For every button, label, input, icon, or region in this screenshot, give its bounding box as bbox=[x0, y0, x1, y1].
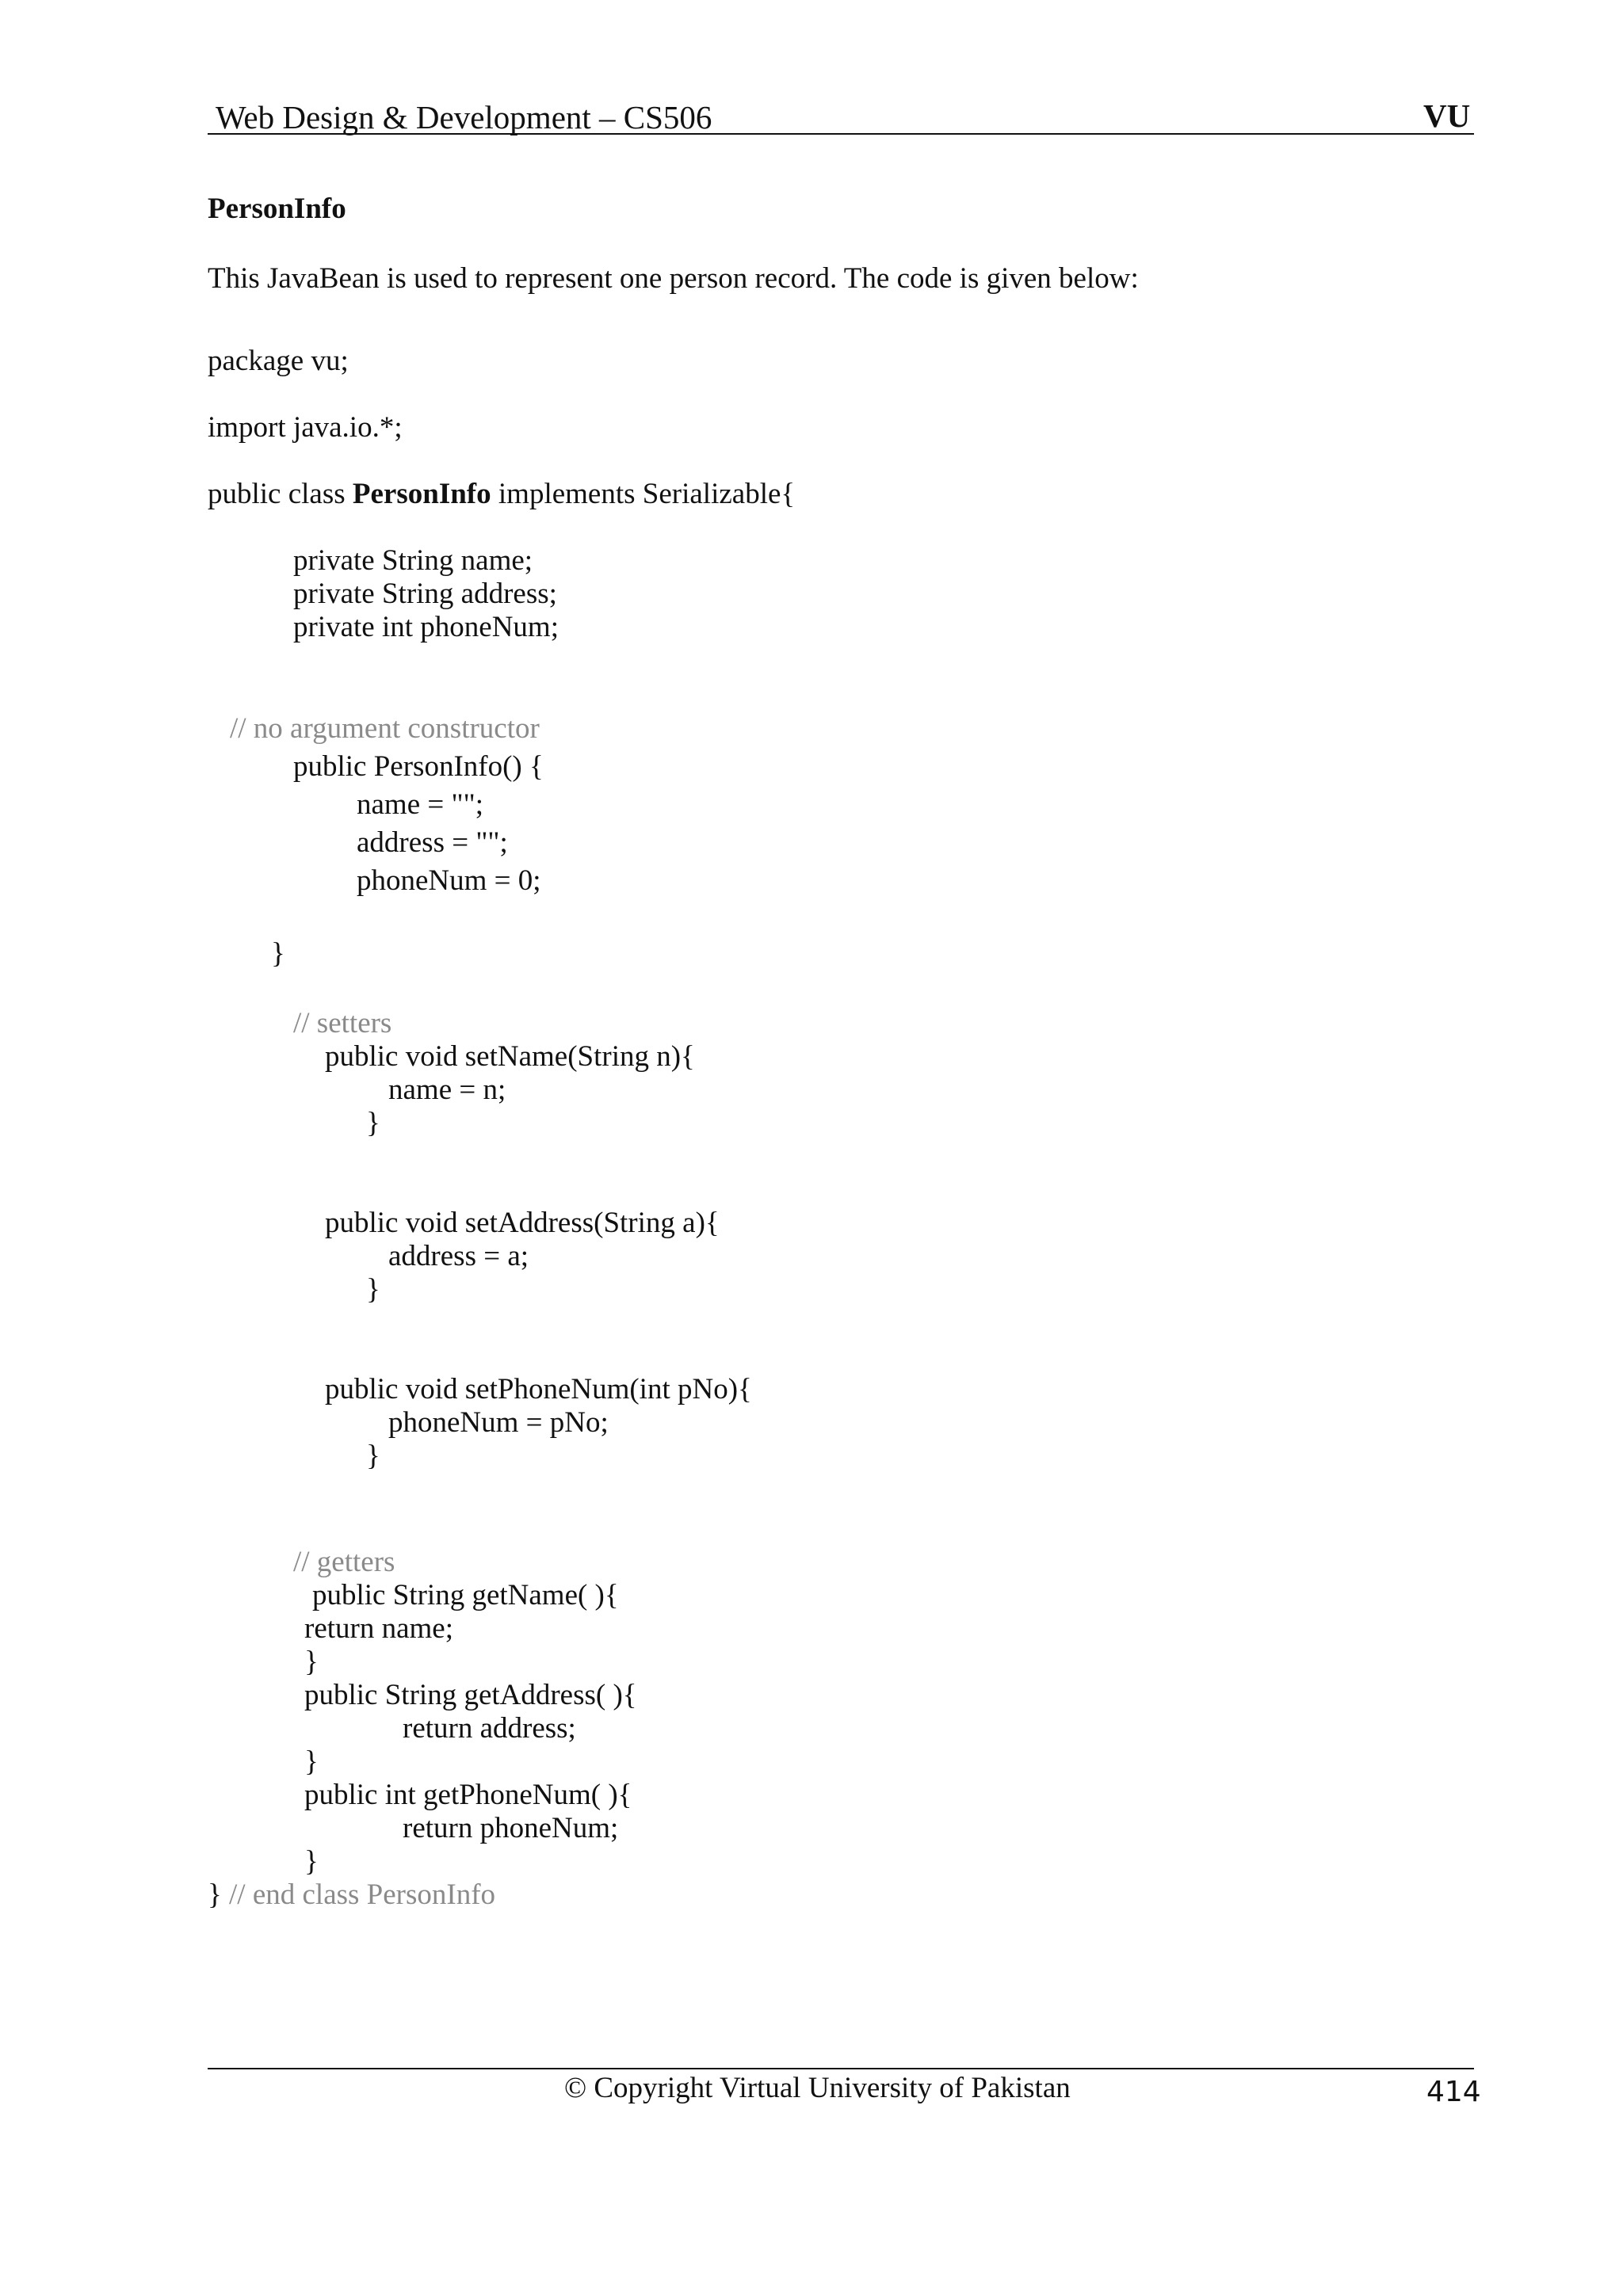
code-line-set-phone-close: } bbox=[366, 1440, 380, 1472]
code-line-field-phone: private int phoneNum; bbox=[293, 611, 559, 643]
code-line-get-name-sig: public String getName( ){ bbox=[312, 1579, 619, 1611]
page-number: 414 bbox=[1426, 2076, 1481, 2108]
code-line-ctor-name: name = ""; bbox=[357, 788, 483, 821]
code-line-get-address-close: } bbox=[304, 1745, 319, 1778]
code-line-set-phone-sig: public void setPhoneNum(int pNo){ bbox=[325, 1373, 752, 1405]
code-line-set-phone-body: phoneNum = pNo; bbox=[388, 1406, 609, 1439]
code-line-ctor-close: } bbox=[271, 937, 285, 970]
code-comment-getters: // getters bbox=[293, 1546, 395, 1578]
code-line-get-phone-sig: public int getPhoneNum( ){ bbox=[304, 1779, 632, 1811]
code-line-class-close bbox=[208, 1878, 495, 1912]
document-header-title: Web Design & Development – CS506 bbox=[216, 99, 712, 135]
code-line-import: import java.io.*; bbox=[208, 411, 403, 444]
code-line-get-phone-close: } bbox=[304, 1845, 319, 1878]
code-comment-setters: // setters bbox=[293, 1007, 392, 1039]
code-line-class-decl bbox=[208, 477, 795, 511]
code-line-get-address-body: return address; bbox=[403, 1712, 576, 1745]
header-rule bbox=[208, 133, 1474, 135]
code-line-field-address: private String address; bbox=[293, 578, 557, 610]
code-line-set-name-body: name = n; bbox=[388, 1074, 506, 1106]
footer-rule bbox=[208, 2068, 1474, 2069]
code-line-set-address-close: } bbox=[366, 1273, 380, 1306]
class-decl-prefix: public class bbox=[208, 478, 353, 510]
code-line-ctor-phone: phoneNum = 0; bbox=[357, 864, 541, 897]
code-comment-constructor: // no argument constructor bbox=[230, 712, 540, 745]
code-line-get-address-sig: public String getAddress( ){ bbox=[304, 1679, 637, 1711]
intro-paragraph: This JavaBean is used to represent one person record. The code is given below: bbox=[208, 262, 1139, 295]
class-decl-suffix: implements Serializable{ bbox=[491, 478, 796, 510]
code-line-package: package vu; bbox=[208, 345, 349, 377]
header-logo-text: VU bbox=[1423, 97, 1471, 134]
code-line-set-name-close: } bbox=[366, 1107, 380, 1139]
class-name: PersonInfo bbox=[352, 478, 491, 510]
class-close-brace: } bbox=[208, 1878, 230, 1911]
code-comment-end-class: // end class PersonInfo bbox=[229, 1878, 496, 1911]
section-heading: PersonInfo bbox=[208, 193, 346, 225]
code-line-get-name-close: } bbox=[304, 1646, 319, 1678]
code-line-constructor-sig: public PersonInfo() { bbox=[293, 750, 544, 783]
code-line-get-name-body: return name; bbox=[304, 1612, 453, 1645]
code-line-set-address-sig: public void setAddress(String a){ bbox=[325, 1207, 720, 1239]
code-line-field-name: private String name; bbox=[293, 544, 533, 577]
code-line-ctor-address: address = ""; bbox=[357, 826, 508, 859]
code-line-set-address-body: address = a; bbox=[388, 1240, 529, 1272]
code-line-set-name-sig: public void setName(String n){ bbox=[325, 1040, 695, 1073]
footer-copyright: © Copyright Virtual University of Pakistan bbox=[564, 2072, 1071, 2104]
code-line-get-phone-body: return phoneNum; bbox=[403, 1812, 619, 1844]
